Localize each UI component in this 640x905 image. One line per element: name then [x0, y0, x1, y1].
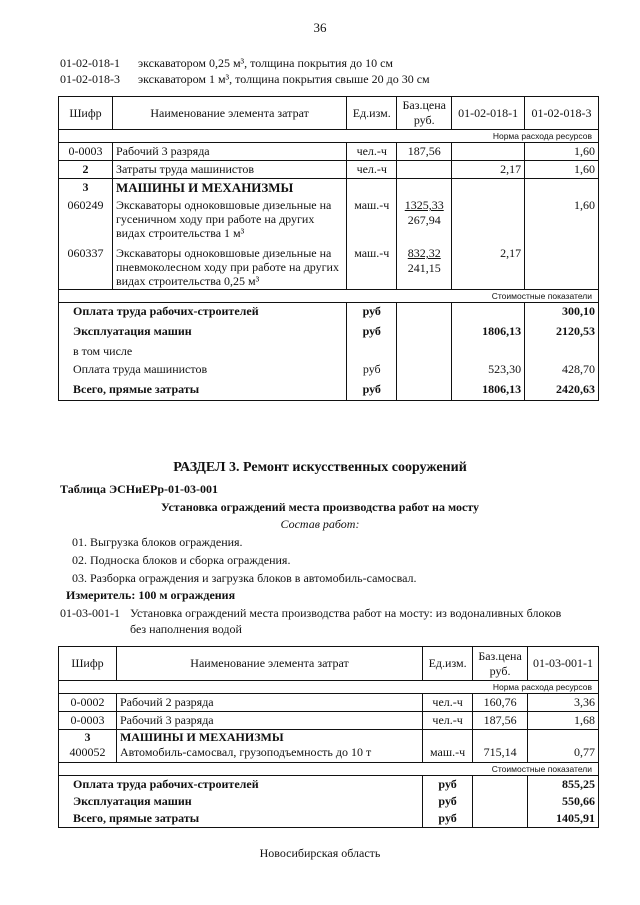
work-step: 01. Выгрузка блоков ограждения.	[72, 535, 243, 549]
section-row	[59, 730, 599, 746]
cost-name: Всего, прямые затраты	[59, 810, 423, 828]
row-unit: чел.-ч	[347, 161, 397, 179]
header-col1: 01-03-001-1	[528, 647, 599, 681]
intro-text: экскаватором 1 м³, толщина покрытия свыше 20 до 30 см	[138, 72, 430, 86]
resource-norm-label: Норма расхода ресурсов	[59, 681, 599, 694]
cost-name: Всего, прямые затраты	[59, 381, 347, 401]
table-row	[59, 694, 599, 712]
cost-value-1: 855,25	[528, 776, 599, 794]
spec-code: 01-03-001-1	[60, 606, 120, 620]
row-price	[397, 197, 452, 241]
row-price: 715,14	[473, 745, 528, 763]
cost-row	[59, 323, 599, 343]
intro-code: 01-02-018-1	[60, 56, 120, 70]
cost-value-2: 428,70	[525, 361, 599, 381]
price-secondary: 267,94	[407, 213, 441, 227]
cost-row	[59, 361, 599, 381]
cost-unit: руб	[347, 381, 397, 401]
cost-row	[59, 810, 599, 828]
cost-row	[59, 343, 599, 361]
row-unit: маш.-ч	[347, 197, 397, 241]
cost-value-2: 300,10	[525, 303, 599, 323]
cost-name: Эксплуатация машин	[59, 323, 347, 343]
cost-value-1: 1405,91	[528, 810, 599, 828]
row-unit: чел.-ч	[347, 143, 397, 161]
header-col2: 01-02-018-3	[525, 97, 599, 130]
header-price: Баз.цена руб.	[397, 97, 452, 130]
cost-label: Стоимостные показатели	[59, 763, 599, 776]
row-unit: чел.-ч	[423, 694, 473, 712]
row-name: Экскаваторы одноковшовые дизельные на пневмоколесном ходу при работе на других видах строительства 0,25 м³	[112, 241, 346, 290]
cost-value-1: 523,30	[452, 361, 525, 381]
table-row	[59, 143, 599, 161]
section-title: РАЗДЕЛ 3. Ремонт искусственных сооружений	[173, 460, 467, 475]
row-code: 060249	[59, 197, 113, 241]
cost-name: Оплата труда рабочих-строителей	[59, 776, 423, 794]
row-name: Экскаваторы одноковшовые дизельные на гусеничном ходу при работе на других видах строительства 1 м³	[112, 197, 346, 241]
section-name: МАШИНЫ И МЕХАНИЗМЫ	[116, 730, 422, 746]
row-name: Рабочий 3 разряда	[116, 712, 422, 730]
work-step: 02. Подноска блоков и сборка ограждения.	[72, 553, 291, 567]
row-value-1: 1,68	[528, 712, 599, 730]
cost-value-1: 1806,13	[452, 381, 525, 401]
spec-line: Установка ограждений места производства работ на мосту: из водоналивных блоков	[130, 606, 562, 620]
table-row	[59, 161, 599, 179]
intro-line	[60, 72, 430, 87]
header-unit: Ед.изм.	[347, 97, 397, 130]
resource-table-1	[58, 96, 599, 401]
row-price: 187,56	[397, 143, 452, 161]
row-price: 160,76	[473, 694, 528, 712]
row-price: 187,56	[473, 712, 528, 730]
cost-unit: руб	[347, 323, 397, 343]
row-unit: маш.-ч	[423, 745, 473, 763]
header-name: Наименование элемента затрат	[116, 647, 422, 681]
row-code: 0-0002	[59, 694, 117, 712]
cost-row	[59, 793, 599, 810]
price-secondary: 241,15	[407, 261, 441, 275]
row-code: 0-0003	[59, 143, 113, 161]
section-code: 3	[59, 179, 113, 198]
row-code: 060337	[59, 241, 113, 290]
row-name: Рабочий 2 разряда	[116, 694, 422, 712]
cost-name: Оплата труда рабочих-строителей	[59, 303, 347, 323]
row-value-2	[525, 241, 599, 290]
footer-region: Новосибирская область	[259, 846, 381, 860]
price-primary: 832,32	[407, 246, 441, 260]
spec-description	[60, 605, 561, 637]
section-row	[59, 179, 599, 198]
table-code: Таблица ЭСНиЕРр-01-03-001	[60, 482, 219, 496]
cost-name: в том числе	[59, 343, 347, 361]
cost-unit: руб	[347, 303, 397, 323]
header-code: Шифр	[59, 97, 113, 130]
row-value-2: 1,60	[525, 197, 599, 241]
header-col1: 01-02-018-1	[452, 97, 525, 130]
header-price: Баз.цена руб.	[473, 647, 528, 681]
cost-name: Оплата труда машинистов	[59, 361, 347, 381]
cost-unit: руб	[423, 793, 473, 810]
cost-unit: руб	[347, 361, 397, 381]
row-code: 400052	[59, 745, 117, 763]
cost-name: Эксплуатация машин	[59, 793, 423, 810]
table-row	[59, 197, 599, 241]
table-row	[59, 745, 599, 763]
row-unit: маш.-ч	[347, 241, 397, 290]
cost-value-2: 2120,53	[525, 323, 599, 343]
cost-value-1: 550,66	[528, 793, 599, 810]
price-primary: 1325,33	[404, 198, 444, 212]
measurer: Измеритель: 100 м ограждения	[66, 588, 236, 602]
row-value-1: 2,17	[452, 161, 525, 179]
row-price	[397, 161, 452, 179]
row-name: Автомобиль-самосвал, грузоподъемность до 10 т	[116, 745, 422, 763]
intro-line	[60, 56, 393, 71]
row-value-1: 3,36	[528, 694, 599, 712]
row-name: Затраты труда машинистов	[112, 161, 346, 179]
row-value-1	[452, 143, 525, 161]
cost-unit: руб	[423, 776, 473, 794]
intro-text: экскаватором 0,25 м³, толщина покрытия до 10 см	[138, 56, 393, 70]
table-row	[59, 712, 599, 730]
row-value-2: 1,60	[525, 161, 599, 179]
table-subtitle: Установка ограждений места производства работ на мосту	[160, 500, 480, 514]
header-unit: Ед.изм.	[423, 647, 473, 681]
row-code: 0-0003	[59, 712, 117, 730]
row-value-1: 0,77	[528, 745, 599, 763]
intro-code: 01-02-018-3	[60, 72, 120, 86]
cost-row	[59, 303, 599, 323]
cost-unit: руб	[423, 810, 473, 828]
cost-value-1	[452, 303, 525, 323]
cost-value-2: 2420,63	[525, 381, 599, 401]
cost-row	[59, 381, 599, 401]
spec-line: без наполнения водой	[130, 622, 242, 636]
cost-row	[59, 776, 599, 794]
row-value-2: 1,60	[525, 143, 599, 161]
resource-norm-label: Норма расхода ресурсов	[59, 130, 599, 143]
resource-table-2	[58, 646, 599, 828]
row-price	[397, 241, 452, 290]
row-value-1	[452, 197, 525, 241]
section-name: МАШИНЫ И МЕХАНИЗМЫ	[112, 179, 346, 198]
header-name: Наименование элемента затрат	[112, 97, 346, 130]
section-code: 3	[59, 730, 117, 746]
table-row	[59, 241, 599, 290]
row-code: 2	[59, 161, 113, 179]
cost-value-1: 1806,13	[452, 323, 525, 343]
row-unit: чел.-ч	[423, 712, 473, 730]
row-value-1: 2,17	[452, 241, 525, 290]
cost-label: Стоимостные показатели	[59, 290, 599, 303]
page-number: 36	[313, 20, 327, 35]
composition-label: Состав работ:	[280, 517, 360, 531]
work-step: 03. Разборка ограждения и загрузка блоков в автомобиль-самосвал.	[72, 571, 417, 585]
header-code: Шифр	[59, 647, 117, 681]
row-name: Рабочий 3 разряда	[112, 143, 346, 161]
